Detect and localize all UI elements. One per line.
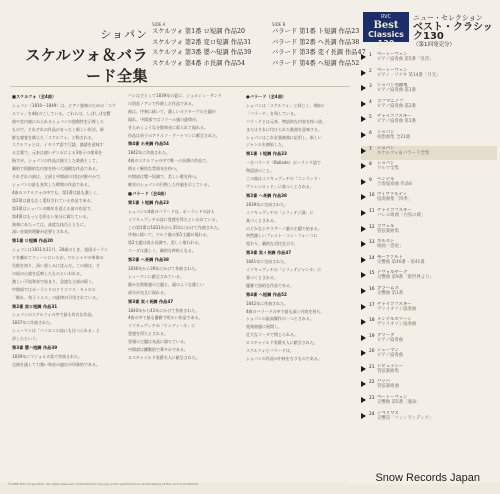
series-item (361, 192, 497, 206)
text-line: ショパンは「スケルツォ」と同じく、4曲の (246, 102, 325, 108)
text-line: スケルツォとは、イタリア語で冗談、諧謔を意味す (12, 142, 104, 148)
item-text (377, 317, 497, 327)
text-line: 中間部ではポーランドのクリスマス・キャロル (12, 286, 96, 292)
item-composer: チャイコフスキー (377, 301, 412, 307)
item-text (377, 161, 497, 171)
item-text (377, 192, 497, 202)
item-number: 2 (369, 68, 372, 74)
arrow-icon (361, 54, 366, 60)
item-number: 8 (369, 162, 372, 168)
item-text (377, 286, 497, 296)
logo-text-top: RVC (380, 14, 392, 20)
item-composer: ヘンデル (377, 176, 395, 182)
text-line: シューマンは「バイロンの詩にも比べられる」と (12, 328, 100, 334)
item-work: 交響曲 第5番「運命」 (377, 400, 421, 406)
section-heading: 第2番 ヘ長調 作品38 (246, 192, 287, 198)
side-a-label: SIDE A (152, 22, 166, 27)
item-text (377, 379, 497, 389)
text-line: 曲は、序奏に続いて、激しいオクターヴの主題が (128, 108, 216, 114)
series-item (361, 411, 497, 425)
text-line: 指すが、ショパンの作品は独立した楽曲として、 (12, 158, 100, 164)
arrow-icon (361, 257, 366, 263)
item-number: 4 (369, 99, 372, 105)
album-title-block (18, 26, 148, 86)
item-composer: ベートーヴェン (377, 67, 408, 73)
text-line: 部分が交互に現れる。 (128, 289, 168, 295)
text-line: 第2番は最も広く愛好されている作品である。 (12, 197, 95, 203)
item-number: 16 (369, 286, 375, 292)
item-text (377, 270, 497, 280)
item-number: 9 (369, 177, 372, 183)
item-composer: ドヴォルザーク (377, 270, 408, 276)
item-text (377, 130, 497, 140)
arrow-icon (361, 397, 366, 403)
arrow-icon (361, 319, 366, 325)
item-number: 3 (369, 84, 372, 90)
text-line: この第1番は1831年から35年にかけて作曲された。 (128, 224, 222, 230)
series-line-1: ニュー・セレクション (413, 14, 483, 22)
item-text (377, 255, 497, 265)
item-work: ピアノ協奏曲 (377, 353, 403, 359)
arrow-icon (361, 85, 366, 91)
item-work: ピアノ協奏曲 第1番 (377, 88, 416, 94)
series-item (361, 52, 497, 66)
item-composer: ドビュッシー (377, 363, 404, 369)
item-work: バレエ組曲「白鳥の湖」 (377, 212, 426, 218)
text-line: 「眠れ、幼子イエス」の旋律が引用されている。 (12, 294, 101, 300)
text-line: 第4番はもっとも明るい気分に満ちている。 (12, 213, 91, 219)
item-composer: ヴィヴァルディ (377, 192, 408, 198)
item-work: ヴァイオリン協奏曲 (377, 322, 417, 328)
item-text (377, 239, 497, 249)
track: バラード 第4番 ヘ短調 作品52 (272, 59, 360, 67)
arrow-icon (361, 101, 366, 107)
text-line: ヴァレンロッド」に基づくとされる。 (246, 183, 314, 189)
item-work: 交響曲 第1番 (377, 290, 404, 296)
track: スケルツォ 第3番 嬰ハ短調 作品39 (152, 49, 252, 56)
section-heading: 第3番 変イ長調 作品47 (128, 298, 174, 304)
item-work: ピアノ協奏曲 (377, 337, 403, 343)
section-heading: 第3番 変イ長調 作品47 (246, 250, 292, 256)
text-line: ミツキェヴィチの「シフィテジ湖」に (246, 209, 314, 215)
text-line: ショパンのスケルツォの中で最も有名な作品。 (12, 312, 96, 318)
item-composer: ラフマニノフ (377, 98, 404, 104)
item-composer: チャイコフスキー (377, 207, 412, 213)
text-line: バンは主として1839年の夏に、ジョルジュ・サンド (128, 93, 222, 98)
text-line: ショパンはこれを器楽曲に応用し、新しい (246, 134, 322, 140)
text-line: 物語詩のこと。 (246, 168, 274, 174)
series-item (361, 130, 497, 144)
item-number: 13 (369, 240, 375, 246)
text-line: 変奏曲風に展開し、 (246, 324, 282, 330)
text-line: の頃の心境を反映したものといわれる。 (12, 270, 84, 276)
track: バラード 第3番 変イ長調 作品47 (272, 49, 366, 56)
text-line: 失敗を知り、深い悲しみに沈んだ。この曲は、そ (12, 263, 100, 269)
text-line: 一方バラード（Ballade）ポーランド語で (246, 160, 321, 166)
item-composer: ショパン名曲集 (377, 83, 408, 89)
arrow-icon (361, 194, 366, 200)
text-line: バラードとは元来、物語的な内容を持つ詩、 (246, 118, 326, 124)
item-work: 交響曲 第9番「新世界より」 (377, 275, 434, 281)
track: バラード 第1番 ト短調 作品23 (272, 28, 360, 35)
text-line: ドを離れてウィーンにいたが、ワルシャワの革命の (12, 255, 104, 261)
item-composer: ベートーヴェン (377, 395, 408, 401)
text-line: シューマンに献呈されている。 (128, 273, 184, 279)
text-line: ロスチャイルド男爵夫人に献呈された。 (128, 355, 200, 360)
section-heading: ■スケルツォ（全4曲） (12, 94, 57, 99)
item-text (377, 68, 497, 78)
item-number: 23 (369, 396, 375, 402)
item-work: ヴァイオリン協奏曲 (377, 306, 417, 312)
arrow-icon (361, 179, 366, 185)
item-text (377, 114, 497, 124)
item-text (377, 83, 497, 93)
track: スケルツォ 第1番 ロ短調 作品20 (152, 28, 246, 35)
item-work: ピアノ協奏曲 第5番「皇帝」 (377, 57, 434, 62)
series-item (361, 395, 497, 409)
item-text (377, 411, 497, 421)
item-number: 14 (369, 255, 375, 261)
text-line: ミツキェヴィチの詩に霊感を得たといわれている。 (128, 216, 220, 222)
text-line: ミツキェヴィチの「シフィテジャンカ」に (246, 267, 322, 273)
item-number: 21 (369, 364, 375, 370)
item-work: ピアノ協奏曲 第2番 (377, 103, 416, 109)
item-text (377, 208, 497, 218)
text-line: 4曲の中で最も優雅で明るい作品である。 (128, 315, 203, 321)
series-panel (355, 12, 497, 482)
item-work: 管弦楽組曲 (377, 384, 399, 390)
item-text (377, 224, 497, 234)
text-line: 作品は弟子のアドルフ・グートマンに献呈された。 (128, 132, 220, 138)
series-item (361, 161, 497, 175)
text-line: 第2主題は変ホ長調で、美しく歌われる。 (128, 240, 203, 246)
section-heading: ●バラード（全4曲） (246, 94, 287, 99)
text-line: 中間部は躍動的で華やかである。 (128, 347, 188, 353)
text-line: 1837年に作曲された。 (12, 320, 55, 326)
item-composer: ベートーヴェン (377, 52, 408, 57)
section-heading: 第2番 ヘ長調 作品38 (128, 257, 169, 263)
text-line: ショパンの作品の中核をなすものである。 (246, 356, 322, 361)
item-composer: ショパン (377, 145, 395, 151)
item-number: 11 (369, 208, 375, 214)
text-line: 中間部は嬰ハ短調で、美しい歌を持つ。 (128, 174, 200, 180)
side-a (152, 22, 262, 69)
section-heading: ■バラード（全4曲） (128, 190, 169, 196)
text-line: 霊感を得たとされる。 (128, 331, 168, 337)
notes-column-3 (246, 92, 356, 472)
item-composer: ホルスト (377, 239, 395, 245)
text-line: それぞれの曲は、主部と中間部の対比が鮮やかで、 (12, 174, 104, 180)
track: スケルツォ 第4番 ホ長調 作品54 (152, 59, 246, 67)
text-line: ジャンルを創始した。 (246, 142, 286, 148)
text-line: 第3番はショパンの晩年を迎える前の作品で、 (12, 205, 95, 211)
text-line: 冒頭の主題は気品に満ちている。 (128, 339, 188, 345)
series-item (361, 99, 497, 113)
item-work: ピアノ・ソナタ 第14番「月光」 (377, 72, 441, 78)
item-work: ワルツ全集 (377, 166, 399, 172)
item-text (377, 364, 497, 374)
series-title (413, 14, 497, 50)
section-heading: 第4番 ヘ短調 作品52 (246, 291, 287, 297)
text-line: この曲はミツキェヴィチの「コンラッド・ (246, 176, 322, 182)
notes-column-2 (128, 92, 240, 472)
item-text (377, 99, 497, 109)
item-text (377, 302, 497, 312)
arrow-icon (361, 163, 366, 169)
text-line: 1841年に完成された。 (246, 259, 289, 265)
text-line: 序奏に続いて、ワルツ風の第1主題が現れる。 (128, 232, 211, 238)
text-line: ロスチャイルド男爵夫人に献呈された。 (246, 340, 318, 346)
text-line: 1840年から41年にかけて作曲された。 (128, 307, 200, 313)
item-composer: ショパン (377, 161, 395, 167)
series-item (361, 317, 497, 331)
item-number: 5 (369, 115, 372, 121)
series-item (361, 83, 497, 97)
watermark: Snow Records Japan (348, 472, 482, 484)
text-line: ショパン（1810〜1849）は、ピアノ独奏のための「スケ (12, 102, 116, 108)
text-line: ショパンは1831年11月、20歳のとき、祖国ポーラン (12, 247, 109, 253)
track: スケルツォ 第2番 変ロ短調 作品31 (152, 38, 252, 46)
logo-text-mid: Best (373, 20, 399, 31)
arrow-icon (361, 116, 366, 122)
section-heading: 第2番 変ロ短調 作品31 (12, 303, 58, 309)
track: バラード 第2番 ヘ長調 作品38 (272, 38, 360, 46)
arrow-icon (361, 304, 366, 310)
text-line: 激しい不協和音で始まり、急速な主部が続く。 (12, 278, 96, 284)
text-line: の別荘ノアンで作曲した作品である。 (128, 100, 196, 106)
item-composer: シューマン (377, 348, 399, 354)
item-work: ピアノ協奏曲 第1番 (377, 119, 416, 125)
text-line: 静かな牧歌風の主題と、嵐のような激しい (128, 281, 204, 287)
item-work: 合奏協奏曲 作品6 (377, 181, 412, 187)
arrow-icon (361, 366, 366, 372)
series-line-2: ベスト・クラシック130 (413, 22, 493, 42)
item-work: 組曲「惑星」 (377, 244, 404, 250)
item-number: 24 (369, 411, 375, 417)
item-work: 管弦楽曲集 (377, 368, 399, 374)
item-number: 22 (369, 380, 375, 386)
text-line: のどかなシチリアーノ風の主題で始まる。 (246, 225, 322, 231)
text-line: 「バラード」を残している。 (246, 110, 298, 116)
arrow-icon (361, 350, 366, 356)
arrow-icon (361, 210, 366, 216)
text-line: 1839年にマジョルカ島で作曲された。 (12, 354, 83, 359)
text-line: ミツキェヴィチの「ウンディーネ」に (128, 323, 196, 329)
arrow-icon (361, 381, 366, 387)
arrow-icon (361, 413, 366, 419)
arrow-icon (361, 241, 366, 247)
item-work: 交響詩「フィンランディア」 (377, 415, 434, 421)
item-text (377, 146, 497, 156)
text-line: 1842年に作曲された。 (128, 150, 171, 156)
item-number: 7 (369, 146, 372, 152)
item-number: 20 (369, 349, 375, 355)
arrow-icon (361, 335, 366, 341)
text-line: きらめくような分散和音に彩られて現れる。 (128, 124, 208, 130)
text-line: 現れ、中間部ではコラール風の旋律が、 (128, 116, 201, 122)
item-text (377, 177, 497, 187)
series-item (361, 114, 497, 128)
item-number: 12 (369, 224, 375, 230)
text-line: 4曲のスケルツォの中でも、第1番は最も激しく、 (12, 189, 101, 195)
arrow-icon (361, 226, 366, 232)
logo-text-bottom: Classics 130 (368, 30, 404, 48)
series-item (361, 379, 497, 393)
series-item (361, 224, 497, 238)
section-heading: 第4番 ホ長調 作品54 (128, 141, 169, 147)
item-work: 管弦楽曲集 (377, 228, 399, 234)
text-line: 壮大なコーダで閉じられる。 (246, 332, 298, 338)
text-line: 曲や室内楽にみられるショパンの独創性を示唆した (12, 118, 104, 124)
item-text (377, 395, 497, 405)
text-line: 基づくとされる。 (246, 217, 278, 223)
item-work: スケルツォ＆バラード全集 (377, 150, 430, 156)
item-work: 協奏曲集「四季」 (377, 197, 413, 203)
text-line: 4曲のバラードの中で最も深い内容を持ち、 (246, 308, 325, 314)
section-heading: 第1番 ト短調 作品23 (128, 199, 169, 205)
text-line: ルツォ」を4曲のこしている。これらは、しばしば交響 (12, 110, 111, 116)
text-line: 晩年のショパンの円熟した作風を示している。 (128, 181, 212, 187)
series-item (361, 239, 497, 253)
item-composer: グリーグ (377, 332, 395, 338)
side-b-label: SIDE B (272, 22, 286, 27)
series-item (361, 333, 497, 347)
item-composer: メンデルスゾーン (377, 317, 412, 323)
text-line: ショパンの最高傑作の一つとされる。 (246, 316, 314, 322)
item-number: 1 (369, 53, 372, 58)
text-line: 1836年から39年にかけて作曲された。 (128, 266, 200, 272)
item-composer: ショパン (377, 129, 395, 135)
section-heading: 第3番 嬰ハ短調 作品39 (12, 345, 58, 351)
item-number: 19 (369, 333, 375, 339)
item-text (377, 52, 497, 62)
series-logo (363, 12, 409, 48)
album-title: スケルツォ＆バラード全集 (25, 46, 148, 85)
item-text (377, 333, 497, 343)
notes-column-1 (12, 92, 124, 472)
footer: ©1985 RVC Corporation. All rights reserved. Unauthorized copying, public performance, broadcasting of this record prohibited. (0, 482, 500, 494)
series-item (361, 208, 497, 222)
text-line: 演奏にあたっては、高度な技巧とともに、 (12, 221, 88, 227)
item-number: 6 (369, 130, 372, 136)
item-composer: ラヴェル (377, 223, 395, 229)
series-item (361, 255, 497, 269)
text-line: 深い音楽的理解が必要とされる。 (12, 229, 72, 235)
text-line: スケルツォとバラードは、 (246, 348, 294, 354)
item-composer: チャイコフスキー (377, 114, 412, 120)
text-line: またはそれに付けられた歌曲を意味する。 (246, 126, 322, 132)
text-line: 鮮な感覚を備えた「スケルツォ」と称される。 (12, 134, 96, 140)
series-item (361, 302, 497, 316)
text-line: ショパンの最も充実した時期の作品である。 (12, 181, 92, 187)
text-line: 優雅で詩的な作品である。 (246, 282, 294, 288)
text-line: 全曲を通して力強い和音の連打が印象的である。 (12, 361, 100, 367)
arrow-icon (361, 132, 366, 138)
text-line: コーダは激しく、劇的な終結となる。 (128, 248, 196, 254)
series-item (361, 270, 497, 284)
series-item (361, 68, 497, 82)
text-line: 変わり、劇的な対比を示す。 (246, 241, 298, 247)
series-item (361, 364, 497, 378)
text-line: 1839年に完成された。 (246, 201, 289, 207)
series-item (361, 146, 497, 160)
item-work: 交響曲 第40番・第41番 (377, 259, 425, 265)
section-heading: 第1番 ロ短調 作品20 (12, 238, 53, 244)
series-item (361, 177, 497, 191)
item-work: 夜想曲集 全21曲 (377, 134, 411, 140)
text-line: 劇的で情熱的な内容を持つ大規模な作品である。 (12, 166, 100, 172)
arrow-icon (361, 70, 366, 76)
text-line: 基づくとされる。 (246, 274, 278, 280)
section-heading: 第1番 ト短調 作品23 (246, 151, 287, 157)
text-line: 評したという。 (12, 336, 40, 342)
item-text (377, 348, 497, 358)
divider (10, 86, 350, 87)
item-number: 15 (369, 271, 375, 277)
arrow-icon (361, 272, 366, 278)
item-number: 10 (369, 193, 375, 199)
composer-name: ショパン (100, 28, 148, 41)
item-composer: シベリウス (377, 410, 399, 416)
item-number: 18 (369, 318, 375, 324)
item-composer: バッハ (377, 379, 391, 385)
series-item (361, 348, 497, 362)
text-line: 明るく軽快な雰囲気を持つ。 (128, 166, 180, 172)
text-line: もので、それぞれの作品がまったく新しい形式、新 (12, 126, 104, 132)
item-composer: ブラームス (377, 285, 399, 291)
text-line: 突然激しいプレスト・コン・フォーコに (246, 233, 318, 239)
arrow-icon (361, 148, 366, 154)
series-list (361, 52, 497, 426)
text-line: ショパンの4曲のバラードは、ポーランドの詩人 (128, 208, 215, 214)
item-composer: モーツァルト (377, 254, 403, 260)
arrow-icon (361, 288, 366, 294)
text-line: 1842年に作曲された。 (246, 300, 289, 306)
text-line: 4曲のスケルツォの中で唯一の長調の作品で、 (128, 158, 211, 164)
series-item (361, 286, 497, 300)
series-line-3: （第1回発売分） (413, 42, 455, 48)
text-line: る言葉で、元来は速いテンポによる3拍子の楽章を (12, 150, 103, 156)
item-number: 17 (369, 302, 375, 308)
